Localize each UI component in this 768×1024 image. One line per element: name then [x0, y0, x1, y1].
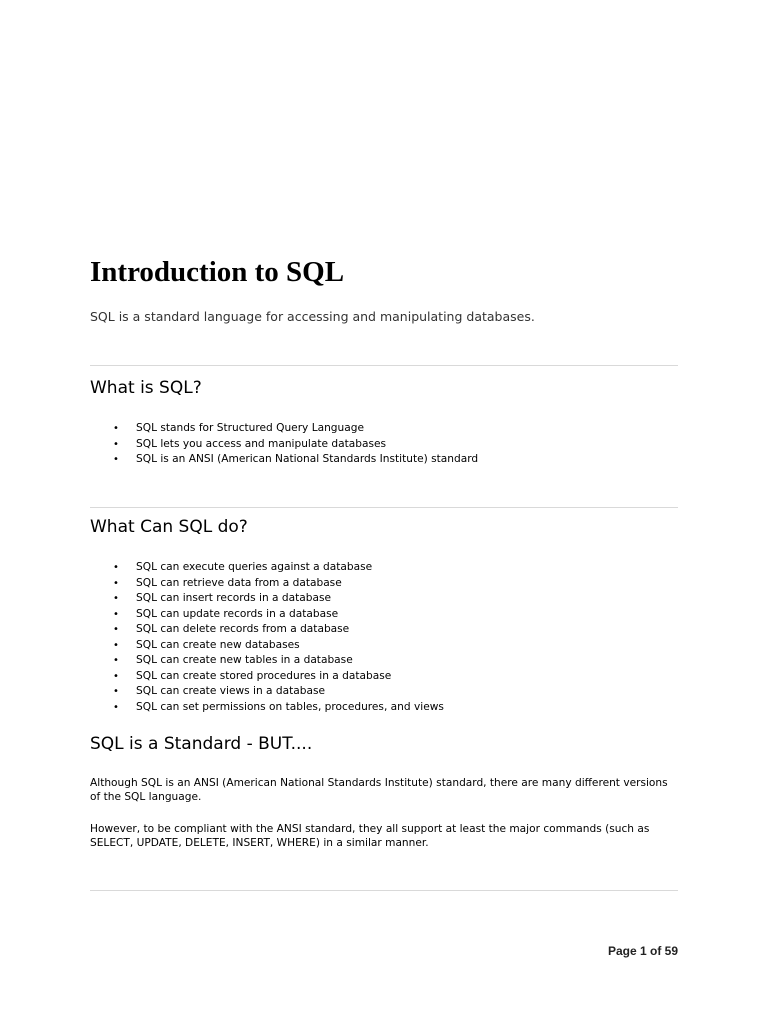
- list-item-text: SQL can execute queries against a database: [136, 561, 373, 573]
- list-item-text: SQL can create stored procedures in a database: [136, 669, 392, 682]
- bullet-icon: •: [113, 438, 119, 450]
- what-can-sql-do-list: [90, 560, 444, 715]
- section-divider: [90, 890, 678, 891]
- section-heading-what-can-sql-do: What Can SQL do?: [90, 517, 248, 537]
- bullet-icon: •: [113, 577, 119, 589]
- list-item-text: SQL can delete records from a database: [136, 623, 350, 635]
- bullet-icon: •: [113, 608, 119, 620]
- list-item: [90, 591, 444, 607]
- list-item: [90, 452, 478, 468]
- list-item: [90, 437, 478, 453]
- list-item-text: SQL can set permissions on tables, procedures, and views: [136, 700, 444, 713]
- page-number: Page 1 of 59: [607, 944, 678, 958]
- list-item-text: SQL lets you access and manipulate databases: [136, 437, 387, 450]
- list-item-text: SQL can retrieve data from a database: [136, 576, 342, 589]
- section-divider: [90, 507, 678, 508]
- list-item: [90, 653, 444, 669]
- standard-paragraph: Although SQL is an ANSI (American National Standards Institute) standard, there are many different versions of the SQL language.: [90, 777, 668, 803]
- list-item: [90, 622, 444, 638]
- list-item: [90, 607, 444, 623]
- bullet-icon: •: [113, 454, 119, 465]
- bullet-icon: •: [113, 423, 119, 434]
- list-item: [90, 684, 444, 700]
- list-item: [90, 421, 478, 437]
- standard-paragraph: However, to be compliant with the ANSI standard, they all support at least the major commands (such as SELECT, UPDATE, DELETE, INSERT, WHERE) in a similar manner.: [90, 823, 650, 849]
- list-item: [90, 669, 444, 685]
- section-heading-what-is-sql: What is SQL?: [90, 378, 202, 398]
- list-item-text: SQL can create new tables in a database: [136, 654, 353, 666]
- list-item: [90, 560, 444, 576]
- list-item-text: SQL can update records in a database: [136, 607, 339, 620]
- section-divider: [90, 365, 678, 366]
- section-heading-sql-standard: SQL is a Standard - BUT....: [90, 734, 313, 754]
- list-item-text: SQL is an ANSI (American National Standards Institute) standard: [136, 453, 479, 465]
- list-item-text: SQL can create new databases: [136, 638, 300, 651]
- list-item: [90, 576, 444, 592]
- bullet-icon: •: [113, 655, 119, 666]
- bullet-icon: •: [113, 562, 119, 573]
- what-is-sql-list: [90, 421, 478, 468]
- page-title: Introduction to SQL: [90, 256, 345, 288]
- list-item: [90, 700, 444, 716]
- bullet-icon: •: [113, 701, 119, 713]
- list-item-text: SQL stands for Structured Query Language: [136, 422, 364, 434]
- bullet-icon: •: [113, 686, 119, 697]
- bullet-icon: •: [113, 670, 119, 682]
- list-item: [90, 638, 444, 654]
- page-subtitle: SQL is a standard language for accessing and manipulating databases.: [90, 309, 535, 324]
- list-item-text: SQL can create views in a database: [136, 685, 326, 697]
- bullet-icon: •: [113, 639, 119, 651]
- bullet-icon: •: [113, 593, 119, 604]
- list-item-text: SQL can insert records in a database: [136, 592, 332, 604]
- bullet-icon: •: [113, 624, 119, 635]
